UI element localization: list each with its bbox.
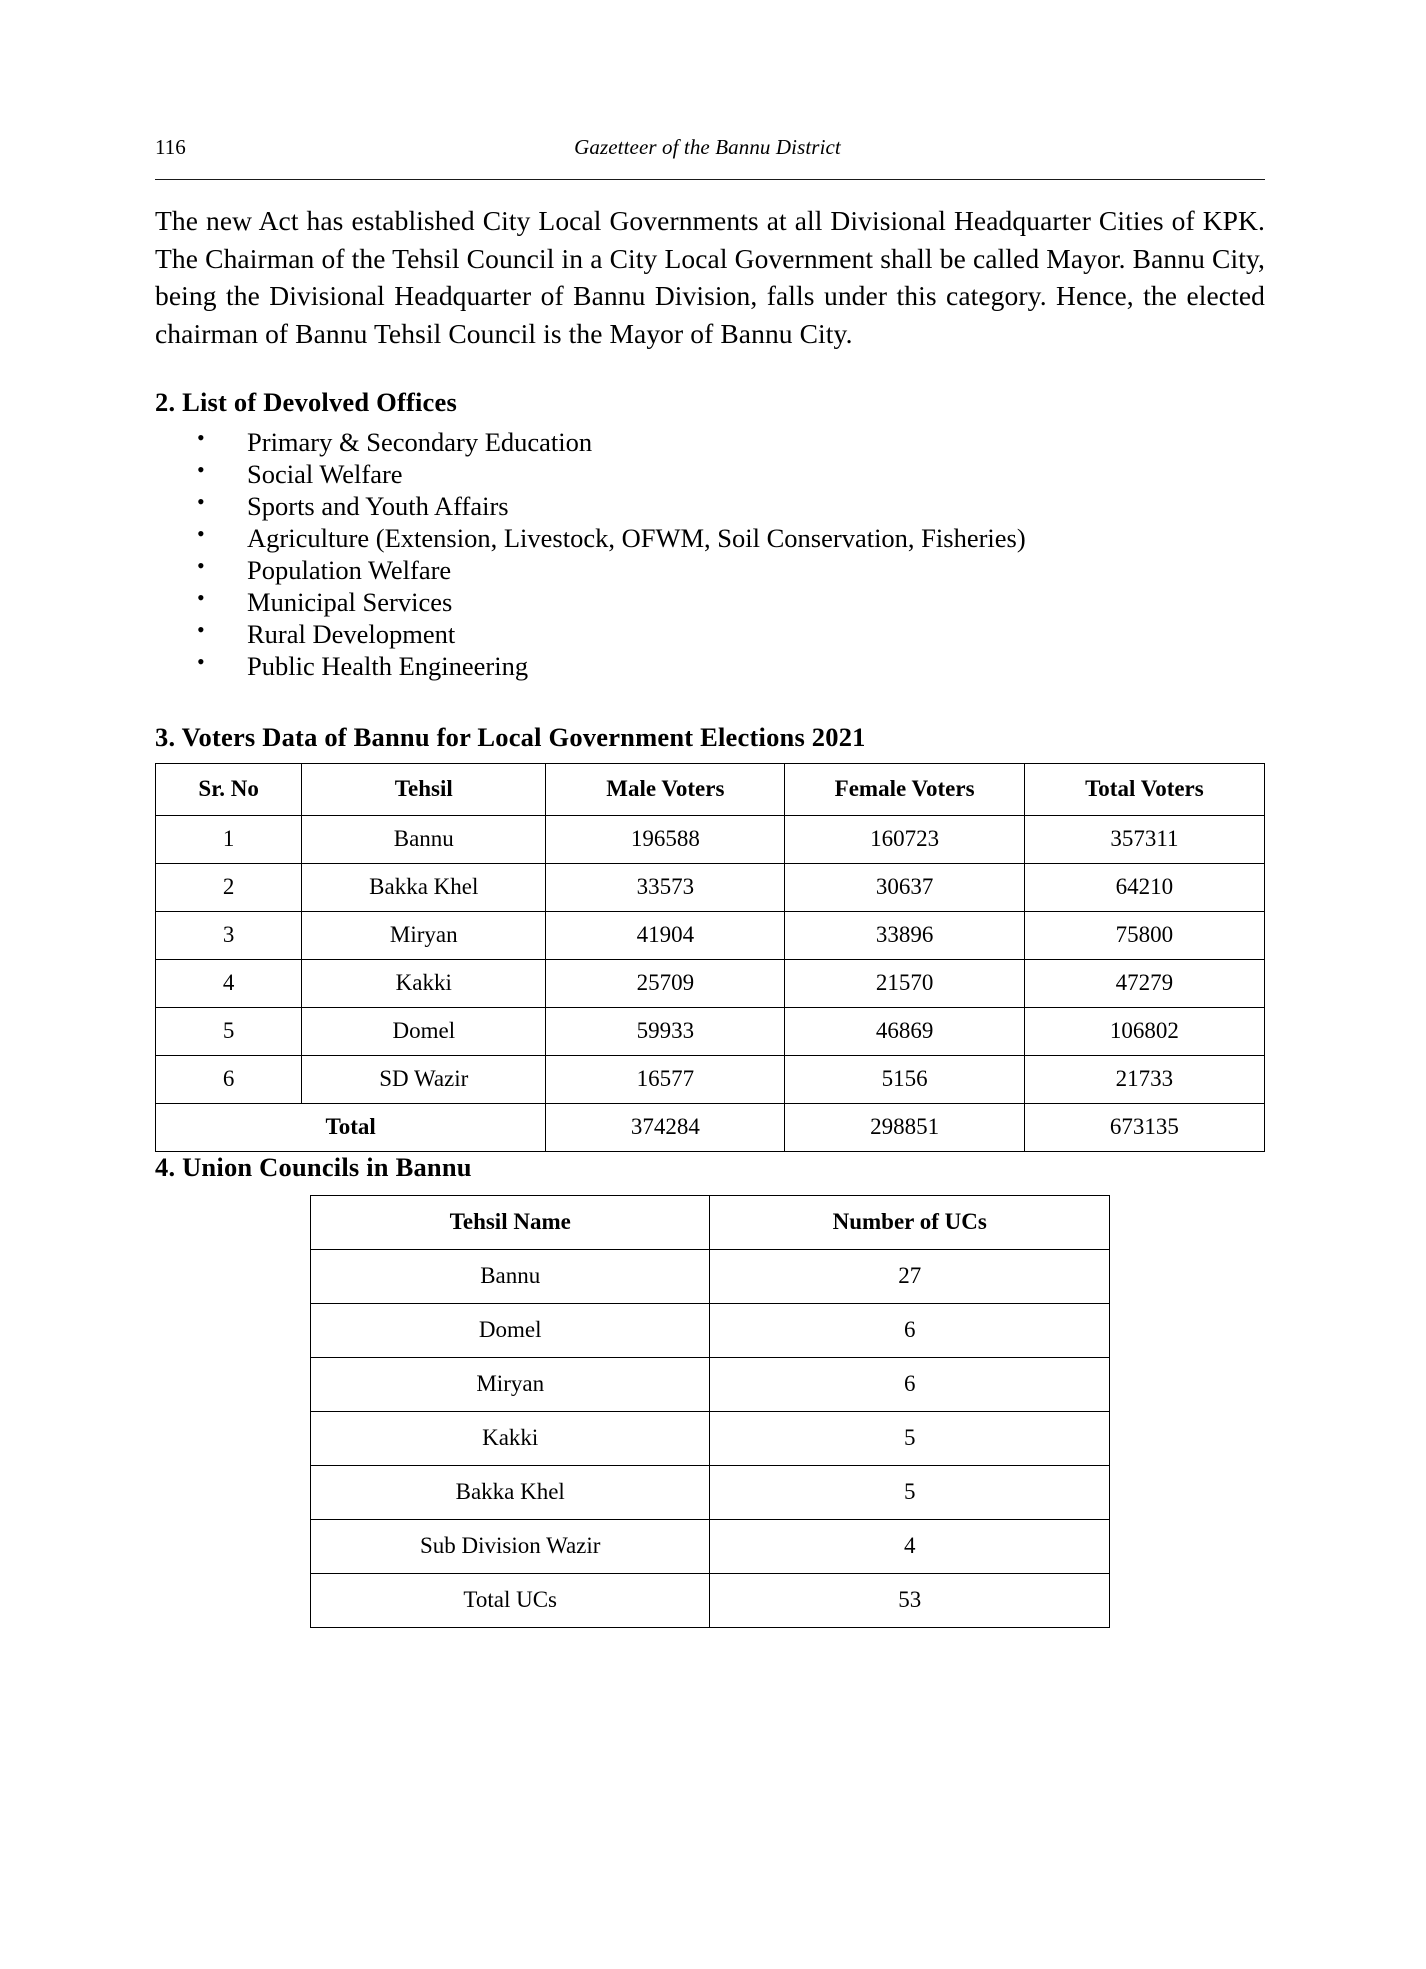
cell-male: 25709 bbox=[546, 960, 785, 1008]
bullet-icon: • bbox=[197, 456, 205, 482]
page-number: 116 bbox=[155, 135, 186, 159]
list-item-label: Primary & Secondary Education bbox=[247, 426, 593, 457]
list-item-label: Sports and Youth Affairs bbox=[247, 490, 509, 521]
table-row bbox=[156, 1056, 1265, 1104]
table-header-row bbox=[311, 1196, 1110, 1250]
column-header-tehsil-name: Tehsil Name bbox=[311, 1196, 710, 1250]
cell-total: 47279 bbox=[1024, 960, 1264, 1008]
list-item bbox=[197, 554, 1270, 586]
column-header-number-of-ucs: Number of UCs bbox=[710, 1196, 1110, 1250]
cell-male: 33573 bbox=[546, 864, 785, 912]
column-header-sr-no: Sr. No bbox=[156, 764, 302, 816]
bullet-icon: • bbox=[197, 488, 205, 514]
list-item bbox=[197, 490, 1270, 522]
cell-total: 357311 bbox=[1024, 816, 1264, 864]
cell-sr-no: 2 bbox=[156, 864, 302, 912]
table-total-row bbox=[156, 1104, 1265, 1152]
list-item-label: Agriculture (Extension, Livestock, OFWM, Soil Conservation, Fisheries) bbox=[247, 522, 1026, 553]
cell-uc-count: 4 bbox=[710, 1520, 1110, 1574]
list-item bbox=[197, 522, 1270, 554]
list-item-label: Rural Development bbox=[247, 619, 456, 650]
cell-tehsil-name: Domel bbox=[311, 1304, 710, 1358]
cell-total-all: 673135 bbox=[1024, 1104, 1264, 1152]
cell-female: 21570 bbox=[785, 960, 1024, 1008]
cell-total: 106802 bbox=[1024, 1008, 1264, 1056]
table-row bbox=[311, 1466, 1110, 1520]
column-header-tehsil: Tehsil bbox=[302, 764, 546, 816]
column-header-female-voters: Female Voters bbox=[785, 764, 1024, 816]
cell-uc-count: 27 bbox=[710, 1250, 1110, 1304]
cell-total-label: Total UCs bbox=[311, 1574, 710, 1628]
cell-tehsil-name: Miryan bbox=[311, 1358, 710, 1412]
cell-total: 64210 bbox=[1024, 864, 1264, 912]
cell-sr-no: 5 bbox=[156, 1008, 302, 1056]
union-councils-table bbox=[310, 1195, 1110, 1628]
bullet-icon: • bbox=[197, 520, 205, 546]
list-item bbox=[197, 650, 1270, 682]
cell-total: 75800 bbox=[1024, 912, 1264, 960]
cell-sr-no: 3 bbox=[156, 912, 302, 960]
table-total-row bbox=[311, 1574, 1110, 1628]
cell-total-label: Total bbox=[156, 1104, 546, 1152]
cell-uc-count: 6 bbox=[710, 1304, 1110, 1358]
devolved-offices-list bbox=[155, 426, 1270, 683]
running-title: Gazetteer of the Bannu District bbox=[574, 135, 841, 159]
cell-tehsil: Bakka Khel bbox=[302, 864, 546, 912]
cell-sr-no: 1 bbox=[156, 816, 302, 864]
cell-tehsil-name: Sub Division Wazir bbox=[311, 1520, 710, 1574]
devolved-offices-heading: 2. List of Devolved Offices bbox=[155, 386, 457, 417]
table-row bbox=[311, 1520, 1110, 1574]
cell-tehsil: Kakki bbox=[302, 960, 546, 1008]
cell-tehsil-name: Bakka Khel bbox=[311, 1466, 710, 1520]
cell-tehsil-name: Bannu bbox=[311, 1250, 710, 1304]
table-row bbox=[156, 960, 1265, 1008]
cell-uc-count: 5 bbox=[710, 1412, 1110, 1466]
bullet-icon: • bbox=[197, 649, 205, 675]
bullet-icon: • bbox=[197, 424, 205, 450]
cell-tehsil: Bannu bbox=[302, 816, 546, 864]
table-row bbox=[311, 1358, 1110, 1412]
column-header-male-voters: Male Voters bbox=[546, 764, 785, 816]
cell-uc-count: 5 bbox=[710, 1466, 1110, 1520]
cell-male: 16577 bbox=[546, 1056, 785, 1104]
table-row bbox=[311, 1250, 1110, 1304]
table-row bbox=[311, 1304, 1110, 1358]
cell-male: 196588 bbox=[546, 816, 785, 864]
list-item-label: Social Welfare bbox=[247, 458, 403, 489]
cell-total-female: 298851 bbox=[785, 1104, 1024, 1152]
cell-male: 41904 bbox=[546, 912, 785, 960]
page-content bbox=[155, 135, 1270, 1628]
table-row bbox=[156, 864, 1265, 912]
voters-data-heading: 3. Voters Data of Bannu for Local Government Elections 2021 bbox=[155, 722, 866, 753]
voters-table bbox=[155, 763, 1265, 1152]
header-rule bbox=[155, 179, 1265, 180]
list-item-label: Population Welfare bbox=[247, 554, 452, 585]
cell-uc-count: 6 bbox=[710, 1358, 1110, 1412]
table-row bbox=[311, 1412, 1110, 1466]
table-row bbox=[156, 912, 1265, 960]
cell-female: 33896 bbox=[785, 912, 1024, 960]
cell-female: 30637 bbox=[785, 864, 1024, 912]
bullet-icon: • bbox=[197, 617, 205, 643]
list-item-label: Municipal Services bbox=[247, 587, 453, 617]
cell-total-count: 53 bbox=[710, 1574, 1110, 1628]
table-row bbox=[156, 816, 1265, 864]
list-item-label: Public Health Engineering bbox=[247, 651, 529, 682]
cell-female: 160723 bbox=[785, 816, 1024, 864]
cell-total: 21733 bbox=[1024, 1056, 1264, 1104]
bullet-icon: • bbox=[197, 552, 205, 578]
cell-tehsil: SD Wazir bbox=[302, 1056, 546, 1104]
cell-female: 46869 bbox=[785, 1008, 1024, 1056]
list-item bbox=[197, 586, 1270, 618]
cell-sr-no: 4 bbox=[156, 960, 302, 1008]
cell-tehsil: Miryan bbox=[302, 912, 546, 960]
table-header-row bbox=[156, 764, 1265, 816]
cell-tehsil-name: Kakki bbox=[311, 1412, 710, 1466]
cell-sr-no: 6 bbox=[156, 1056, 302, 1104]
list-item bbox=[197, 618, 1270, 650]
cell-tehsil: Domel bbox=[302, 1008, 546, 1056]
column-header-total-voters: Total Voters bbox=[1024, 764, 1264, 816]
list-item bbox=[197, 458, 1270, 490]
cell-total-male: 374284 bbox=[546, 1104, 785, 1152]
table-row bbox=[156, 1008, 1265, 1056]
list-item bbox=[197, 426, 1270, 458]
union-councils-heading: 4. Union Councils in Bannu bbox=[155, 1152, 472, 1183]
bullet-icon: • bbox=[197, 585, 205, 610]
cell-female: 5156 bbox=[785, 1056, 1024, 1104]
cell-male: 59933 bbox=[546, 1008, 785, 1056]
running-head bbox=[155, 135, 1270, 173]
intro-paragraph: The new Act has established City Local Governments at all Divisional Headquarter Cities of KPK. The Chairman of the Tehsil Council in a City Local Government shall be called Mayor. Bannu City, being the Divisional Headquarter of Bannu Division, falls under this category. Hence, the elected chairman of Bannu Tehsil Council is the Mayor of Bannu City. bbox=[155, 205, 1265, 350]
